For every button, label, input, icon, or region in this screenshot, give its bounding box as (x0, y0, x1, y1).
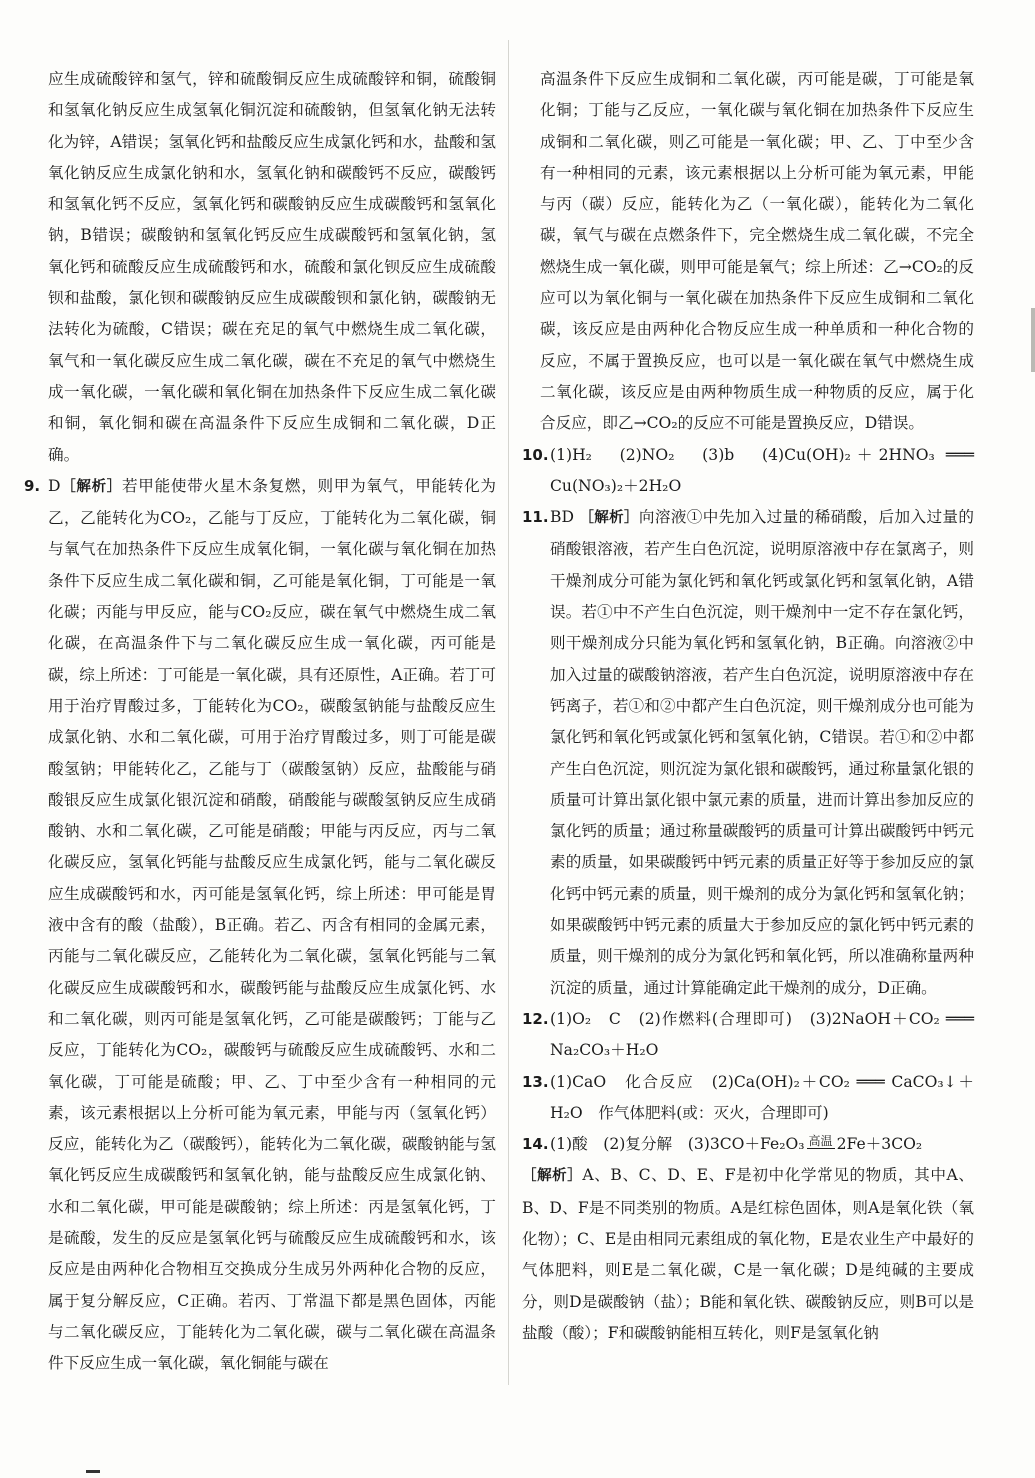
question-11 (522, 502, 974, 1004)
analysis-text: 向溶液①中先加入过量的稀硝酸，后加入过量的硝酸银溶液，若产生白色沉淀，说明原溶液中存在氯离子，则干燥剂成分可能为氯化钙和氧化钙或氯化钙和氢氧化钠，A错误。若①中不产生白色沉淀，则干燥剂中一定不存在氯化钙，则干燥剂成分只能为氧化钙和氢氧化钠，B正确。向溶液②中加入过量的碳酸钠溶液，若产生白色沉淀，说明原溶液中存在钙离子，若①和②中都产生白色沉淀，则干燥剂成分也可能为氯化钙和氧化钙或氯化钙和氢氧化钠，C错误。若①和②中都产生白色沉淀，则沉淀为氯化银和碳酸钙，通过称量氯化银的质量可计算出氯化银中氯元素的质量，进而计算出参加反应的氯化钙的质量；通过称量碳酸钙的质量可计算出碳酸钙中钙元素的质量，如果碳酸钙中钙元素的质量正好等于参加反应的氯化钙中钙元素的质量，则干燥剂的成分为氯化钙和氢氧化钠；如果碳酸钙中钙元素的质量大于参加反应的氯化钙中钙元素的质量，则干燥剂的成分为氯化钙和氧化钙，所以准确称量两种沉淀的质量，通过计算能确定此干燥剂的成分，D正确。 (550, 508, 974, 997)
answer: BD (550, 508, 574, 527)
question-10 (522, 440, 974, 503)
reaction-condition (807, 1135, 835, 1155)
continued-analysis-q8: 应生成硫酸锌和氢气，锌和硫酸铜反应生成硫酸锌和铜，硫酸铜和氢氧化钠反应生成氢氧化铜沉淀和硫酸钠，但氢氧化钠无法转化为锌，A错误；氢氧化钙和盐酸反应生成氯化钙和水，盐酸和氢氧化钠反应生成氯化钠和水，氢氧化钠和碳酸钙不反应，碳酸钙和氢氧化钙不反应，氢氧化钙和碳酸钠反应生成碳酸钙和氢氧化钠，B错误；碳酸钠和氢氧化钙反应生成碳酸钙和氢氧化钠，氢氧化钙和硫酸反应生成硫酸钙和水，硫酸和氯化钡反应生成硫酸钡和盐酸，氯化钡和碳酸钠反应生成碳酸钡和氯化钠，碳酸钠无法转化为硫酸，C错误；碳在充足的氧气中燃烧生成二氧化碳，氧气和一氧化碳反应生成二氧化碳，碳在不充足的氧气中燃烧生成一氧化碳，一氧化碳和氧化铜在加热条件下反应生成二氧化碳和铜，氧化铜和碳在高温条件下反应生成铜和二氧化碳，D正确。 (48, 70, 496, 464)
question-13 (522, 1067, 974, 1130)
question-number: 12. (522, 1009, 549, 1028)
answer-text: (1)H₂ (2)NO₂ (3)b (4)Cu(OH)₂＋2HNO₃ ═══ Cu(NO₃)₂＋2H₂O (550, 445, 974, 495)
left-column (24, 64, 496, 1379)
analysis-text: A、B、C、D、E、F是初中化学常见的物质，其中A、B、D、F是不同类别的物质。A是红棕色固体，则A是氧化铁（氧化物）；C、E是由相同元素组成的氧化物，E是农业生产中最好的气体肥料，则E是二氧化碳，C是一氧化碳；D是纯碱的主要成分，则D是碳酸钠（盐）；B能和氧化铁、碳酸钠反应，则B可以是盐酸（酸）；F和碳酸钠能相互转化，则F是氢氧化钠 (522, 1166, 974, 1342)
page-footer-mark (86, 1470, 100, 1473)
answer-text-part2: 2Fe＋3CO₂ (836, 1135, 923, 1154)
question-12 (522, 1004, 974, 1067)
analysis-tag: ［解析］ (579, 510, 639, 527)
answer: D (48, 476, 61, 495)
analysis-tag: ［解析］ (522, 1168, 583, 1185)
question-number: 9. (24, 476, 41, 495)
question-14 (522, 1129, 974, 1349)
column-divider (508, 40, 509, 1385)
page-edge-tab (1031, 308, 1035, 372)
answer-text-part1: (1)酸 (2)复分解 (3)3CO＋Fe₂O₃ (550, 1135, 805, 1154)
analysis-tag: ［解析］ (60, 478, 122, 495)
answer-text: (1)O₂ C (2)作燃料(合理即可) (3)2NaOH＋CO₂ ═══ Na₂CO₃＋H₂O (550, 1009, 974, 1060)
analysis-text: 若甲能使带火星木条复燃，则甲为氧气，甲能转化为乙，乙能转化为CO₂，乙能与丁反应，丁能转化为二氧化碳，铜与氧气在加热条件下反应生成氧化铜，一氧化碳与氧化铜在加热条件下反应生成二氧化碳和铜，乙可能是氧化铜，丁可能是一氧化碳；丙能与甲反应，能与CO₂反应，碳在氧气中燃烧生成二氧化碳，在高温条件下与二氧化碳反应生成一氧化碳，丙可能是碳，综上所述：丁可能是一氧化碳，具有还原性，A正确。若丁可用于治疗胃酸过多，丁能转化为CO₂，碳酸氢钠能与盐酸反应生成氯化钠、水和二氧化碳，可用于治疗胃酸过多，则丁可能是碳酸氢钠；甲能转化乙，乙能与丁（碳酸氢钠）反应，盐酸能与硝酸银反应生成氯化银沉淀和硝酸，硝酸能与碳酸氢钠反应生成硝酸钠、水和二氧化碳，乙可能是硝酸；甲能与丙反应，丙与二氧化碳反应，氢氧化钙能与盐酸反应生成氯化钙，能与二氧化碳反应生成碳酸钙和水，丙可能是氢氧化钙，综上所述：甲可能是胃液中含有的酸（盐酸），B正确。若乙、丙含有相同的金属元素，丙能与二氧化碳反应，乙能转化为二氧化碳，氢氧化钙能与二氧化碳反应生成碳酸钙和水，碳酸钙能与盐酸反应生成氯化钙、水和二氧化碳，则丙可能是氢氧化钙，乙可能是碳酸钙；丁能与乙反应，丁能转化为CO₂，碳酸钙与硫酸反应生成硫酸钙、水和二氧化碳，丁可能是硫酸；甲、乙、丁中至少含有一种相同的元素，该元素根据以上分析可能为氧元素，甲能与丙（氢氧化钙）反应，能转化为乙（碳酸钙），能转化为二氧化碳，碳酸钠能与氢氧化钙反应生成碳酸钙和氢氧化钠，能与盐酸反应生成氯化钠、水和二氧化碳，甲可能是碳酸钠；综上所述：丙是氢氧化钙，丁是硫酸，发生的反应是氢氧化钙与硫酸反应生成硫酸钙和水，该反应是由两种化合物相互交换成分生成另外两种化合物的反应，属于复分解反应，C正确。若丙、丁常温下都是黑色固体，丙能与二氧化碳反应，丁能转化为二氧化碳，碳与二氧化碳在高温条件下反应生成一氧化碳，氧化铜能与碳在 (48, 476, 496, 1373)
answer-text: (1)CaO 化合反应 (2)Ca(OH)₂＋CO₂ ═══ CaCO₃↓＋H₂O 作气体肥料(或：灭火，合理即可) (550, 1072, 974, 1122)
right-column (522, 64, 974, 1349)
condition-label: 高温 (808, 1134, 833, 1149)
question-number: 13. (522, 1072, 549, 1091)
question-number: 14. (522, 1135, 549, 1154)
question-9 (24, 471, 496, 1380)
continued-analysis-q9: 高温条件下反应生成铜和二氧化碳，丙可能是碳，丁可能是氧化铜；丁能与乙反应，一氧化碳与氧化铜在加热条件下反应生成铜和二氧化碳，则乙可能是一氧化碳；甲、乙、丁中至少含有一种相同的元素，该元素根据以上分析可能为氧元素，甲能与丙（碳）反应，能转化为乙（一氧化碳），能转化为二氧化碳，氧气与碳在点燃条件下，完全燃烧生成二氧化碳，不完全燃烧生成一氧化碳，则甲可能是氧气；综上所述：乙→CO₂的反应可以为氧化铜与一氧化碳在加热条件下反应生成铜和二氧化碳，该反应是由两种化合物反应生成一种单质和一种化合物的反应，不属于置换反应，也可以是一氧化碳在氧气中燃烧生成二氧化碳，该反应是由两种物质生成一种物质的反应，属于化合反应，即乙→CO₂的反应不可能是置换反应，D错误。 (540, 70, 974, 433)
question-number: 11. (522, 508, 549, 527)
question-number: 10. (522, 445, 549, 464)
